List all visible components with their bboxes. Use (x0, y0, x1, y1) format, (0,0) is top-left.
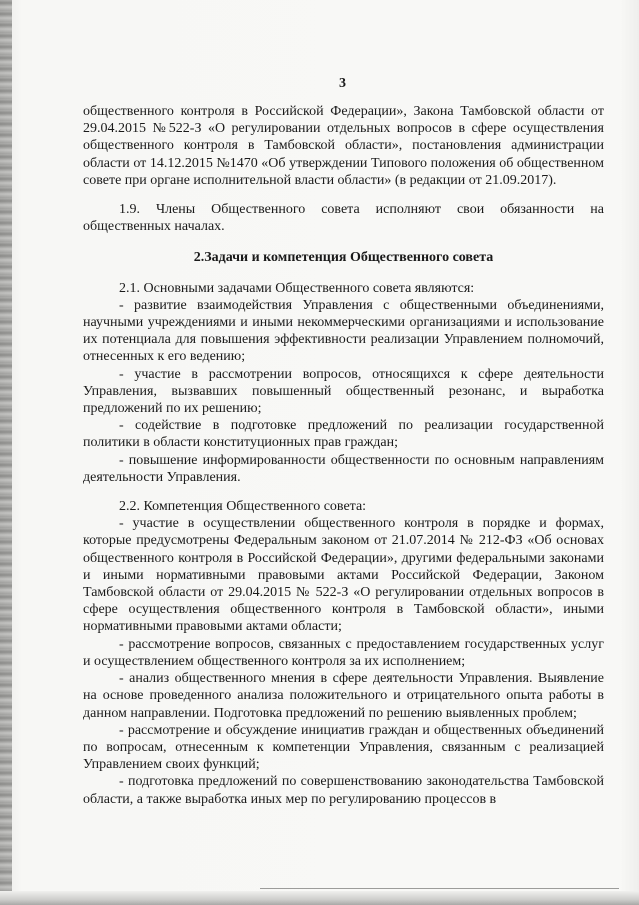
paragraph-1-9: 1.9. Члены Общественного совета исполняют свои обязанности на общественных началах. (83, 202, 604, 235)
list-item: - анализ общественного мнения в сфере деятельности Управления. Выявление на основе проведенного анализа положительного и отрицательного опыта работы в данном направлении. Подготовка предложений по решению выявленных проблем; (83, 671, 604, 721)
list-item: - развитие взаимодействия Управления с общественными объединениями, научными учреждениями и иными некоммерческими организациями и использование их потенциала для повышения эффективности реализации Управлением полномочий, отнесенных к его ведению; (83, 297, 604, 365)
section-heading: 2.Задачи и компетенция Общественного совета (193, 250, 494, 266)
list-item: - участие в осуществлении общественного контроля в порядке и формах, которые предусмотрены Федеральным законом от 21.07.2014 № 212-ФЗ «Об основах общественного контроля в Российской Федерации», другими федеральными законами и иными нормативными правовыми актами Российской Федерации, Законом Тамбовской области от 29.04.2015 № 522-З «О регулировании отдельных вопросов в сфере осуществления общественного контроля в Тамбовской области», иными нормативными правовыми актами области; (83, 516, 604, 635)
list-item: - содействие в подготовке предложений по реализации государственной политики в области конституционных прав граждан; (83, 418, 604, 451)
list-item: - рассмотрение вопросов, связанных с предоставлением государственных услуг и осуществлением общественного контроля за их исполнением; (83, 636, 604, 669)
scan-left-edge (0, 0, 12, 905)
page-number: 3 (339, 76, 346, 91)
list-item: - участие в рассмотрении вопросов, относящихся к сфере деятельности Управления, вызвавших повышенный общественный резонанс, и выработка предложений по их решению; (83, 366, 604, 417)
section-2-2-title: 2.2. Компетенция Общественного совета: (119, 499, 367, 515)
list-item: - рассмотрение и обсуждение инициатив граждан и общественных объединений по вопросам, отнесенным к компетенции Управления, связанным с реализацией Управлением своих функций; (83, 722, 604, 773)
paragraph-intro: общественного контроля в Российской Федерации», Закона Тамбовской области от 29.04.2015 №522-З «О регулировании отдельных вопросов в сфере осуществления общественного контроля в Тамбовской области», постановления администрации области от 14.12.2015 №1470 «Об утверждении Типового положения об общественном совете при органе исполнительной власти области» (в редакции от 21.09.2017). (83, 104, 604, 188)
scan-bottom-edge (0, 891, 639, 905)
section-2-1-title: 2.1. Основными задачами Общественного совета являются: (119, 280, 475, 296)
document-body (83, 103, 604, 808)
list-item: - повышение информированности общественности по основным направлениям деятельности Управления. (83, 452, 604, 485)
scan-bottom-line (260, 888, 619, 889)
list-item: - подготовка предложений по совершенствованию законодательства Тамбовской области, а также выработка иных мер по регулированию процессов в (83, 774, 604, 807)
